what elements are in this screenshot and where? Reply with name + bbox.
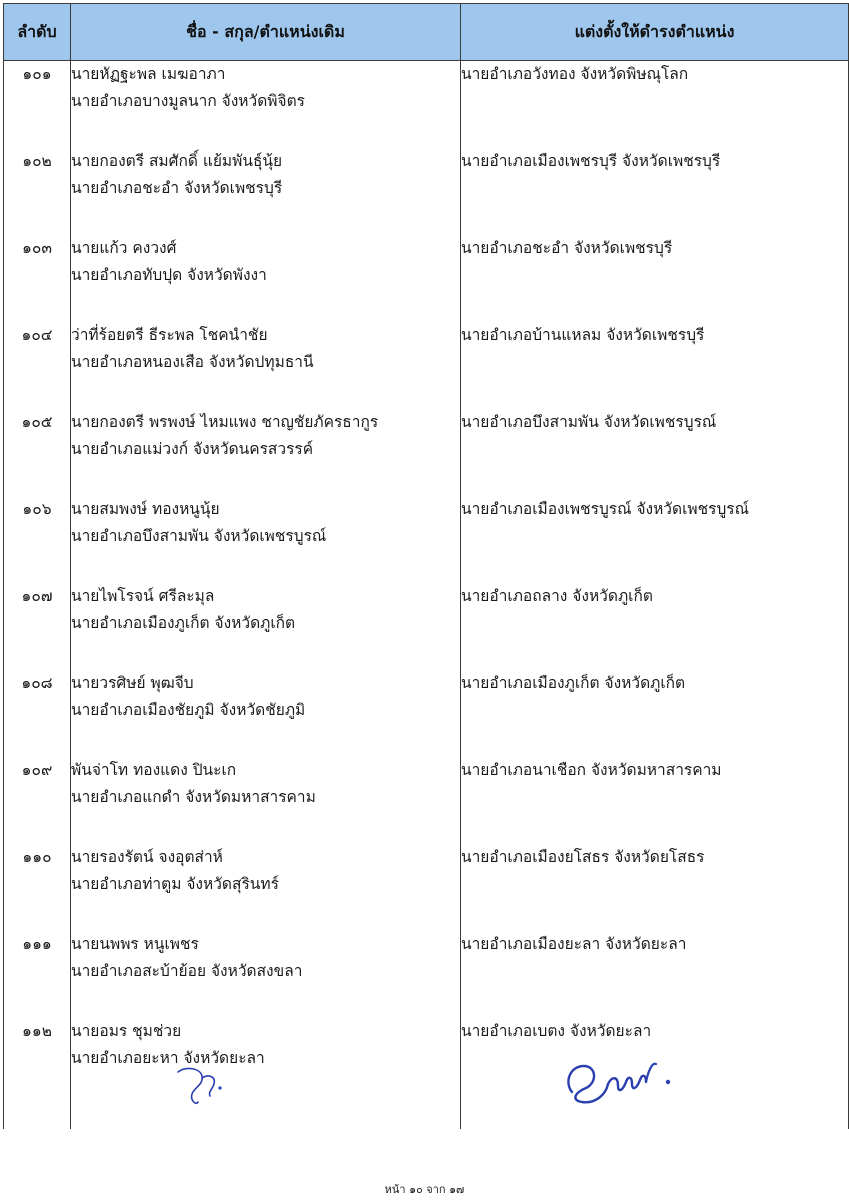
table-row xyxy=(4,1018,849,1129)
old-position: นายอำเภอเมืองชัยภูมิ จังหวัดชัยภูมิ xyxy=(71,701,306,719)
table-row xyxy=(4,670,849,757)
row-number: ๑๐๘ xyxy=(4,670,71,757)
person-name: นายกองตรี พรพงษ์ ไหมแพง ชาญชัยภัครธากูร xyxy=(71,413,379,431)
name-cell xyxy=(71,496,461,583)
old-position: นายอำเภอยะหา จังหวัดยะลา xyxy=(71,1049,265,1067)
name-cell xyxy=(71,61,461,149)
header-name: ชื่อ - สกุล/ตำแหน่งเดิม xyxy=(71,4,461,61)
table-row xyxy=(4,148,849,235)
new-position: นายอำเภอนาเชือก จังหวัดมหาสารคาม xyxy=(461,761,722,779)
appointment-table xyxy=(3,3,849,1129)
person-name: นายไพโรจน์ ศรีละมุล xyxy=(71,587,215,605)
row-number: ๑๐๙ xyxy=(4,757,71,844)
old-position: นายอำเภอสะบ้าย้อย จังหวัดสงขลา xyxy=(71,962,303,980)
new-position-cell xyxy=(461,148,849,235)
name-cell xyxy=(71,757,461,844)
name-cell xyxy=(71,1018,461,1129)
new-position: นายอำเภอเมืองเพชรบุรี จังหวัดเพชรบุรี xyxy=(461,152,721,170)
new-position-cell xyxy=(461,757,849,844)
person-name: นายกองตรี สมศักดิ์ แย้มพันธุ์นุ้ย xyxy=(71,152,283,170)
row-number: ๑๑๒ xyxy=(4,1018,71,1129)
new-position: นายอำเภอเบตง จังหวัดยะลา xyxy=(461,1022,652,1040)
new-position: นายอำเภอเมืองเพชรบูรณ์ จังหวัดเพชรบูรณ์ xyxy=(461,500,749,518)
new-position: นายอำเภอบึงสามพัน จังหวัดเพชรบูรณ์ xyxy=(461,413,717,431)
new-position-cell xyxy=(461,235,849,322)
table-row xyxy=(4,844,849,931)
initials-signature xyxy=(172,1062,232,1108)
old-position: นายอำเภอแม่วงก์ จังหวัดนครสวรรค์ xyxy=(71,440,314,458)
new-position-cell xyxy=(461,61,849,149)
row-number: ๑๐๔ xyxy=(4,322,71,409)
new-position-cell xyxy=(461,322,849,409)
new-position-cell xyxy=(461,409,849,496)
row-number: ๑๐๒ xyxy=(4,148,71,235)
old-position: นายอำเภอแกดำ จังหวัดมหาสารคาม xyxy=(71,788,316,806)
page-number: หน้า ๑๐ จาก ๑๗ xyxy=(384,1183,465,1196)
new-position-cell xyxy=(461,844,849,931)
row-number: ๑๐๖ xyxy=(4,496,71,583)
table-row xyxy=(4,583,849,670)
signature xyxy=(560,1052,680,1110)
table-row xyxy=(4,931,849,1018)
person-name: พันจ่าโท ทองแดง ปินะเก xyxy=(71,761,237,779)
person-name: ว่าที่ร้อยตรี ธีระพล โชคนำชัย xyxy=(71,326,268,344)
old-position: นายอำเภอหนองเสือ จังหวัดปทุมธานี xyxy=(71,353,314,371)
old-position: นายอำเภอบางมูลนาก จังหวัดพิจิตร xyxy=(71,92,305,110)
table-row xyxy=(4,409,849,496)
new-position-cell xyxy=(461,670,849,757)
row-number: ๑๑๑ xyxy=(4,931,71,1018)
person-name: นายสมพงษ์ ทองหนูนุ้ย xyxy=(71,500,220,518)
old-position: นายอำเภอเมืองภูเก็ต จังหวัดภูเก็ต xyxy=(71,614,296,632)
row-number: ๑๐๕ xyxy=(4,409,71,496)
table-row xyxy=(4,496,849,583)
person-name: นายแก้ว คงวงศ์ xyxy=(71,239,177,257)
row-number: ๑๐๗ xyxy=(4,583,71,670)
name-cell xyxy=(71,670,461,757)
new-position-cell xyxy=(461,931,849,1018)
name-cell xyxy=(71,322,461,409)
name-cell xyxy=(71,931,461,1018)
old-position: นายอำเภอท่าตูม จังหวัดสุรินทร์ xyxy=(71,875,279,893)
table-row xyxy=(4,757,849,844)
person-name: นายหัฏฐะพล เมฆอาภา xyxy=(71,65,226,83)
person-name: นายนพพร หนูเพชร xyxy=(71,935,199,953)
name-cell xyxy=(71,148,461,235)
table-row xyxy=(4,322,849,409)
row-number: ๑๑๐ xyxy=(4,844,71,931)
new-position: นายอำเภอชะอำ จังหวัดเพชรบุรี xyxy=(461,239,673,257)
table-row xyxy=(4,61,849,149)
old-position: นายอำเภอชะอำ จังหวัดเพชรบุรี xyxy=(71,179,283,197)
row-number: ๑๐๑ xyxy=(4,61,71,149)
new-position: นายอำเภอเมืองภูเก็ต จังหวัดภูเก็ต xyxy=(461,674,686,692)
person-name: นายวรศิษย์ พุฒจีบ xyxy=(71,674,194,692)
old-position: นายอำเภอบึงสามพัน จังหวัดเพชรบูรณ์ xyxy=(71,527,327,545)
table-header-row xyxy=(4,4,849,61)
header-no: ลำดับ xyxy=(4,4,71,61)
new-position: นายอำเภอเมืองยะลา จังหวัดยะลา xyxy=(461,935,687,953)
name-cell xyxy=(71,235,461,322)
table-row xyxy=(4,235,849,322)
new-position-cell xyxy=(461,583,849,670)
name-cell xyxy=(71,583,461,670)
person-name: นายอมร ชุมช่วย xyxy=(71,1022,182,1040)
person-name: นายรองรัตน์ จงอุตส่าห์ xyxy=(71,848,223,866)
name-cell xyxy=(71,844,461,931)
new-position-cell xyxy=(461,496,849,583)
header-new-position: แต่งตั้งให้ดำรงตำแหน่ง xyxy=(461,4,849,61)
old-position: นายอำเภอทับปุด จังหวัดพังงา xyxy=(71,266,267,284)
new-position: นายอำเภอเมืองยโสธร จังหวัดยโสธร xyxy=(461,848,705,866)
new-position: นายอำเภอถลาง จังหวัดภูเก็ต xyxy=(461,587,653,605)
new-position: นายอำเภอวังทอง จังหวัดพิษณุโลก xyxy=(461,65,689,83)
row-number: ๑๐๓ xyxy=(4,235,71,322)
new-position: นายอำเภอบ้านแหลม จังหวัดเพชรบุรี xyxy=(461,326,705,344)
name-cell xyxy=(71,409,461,496)
